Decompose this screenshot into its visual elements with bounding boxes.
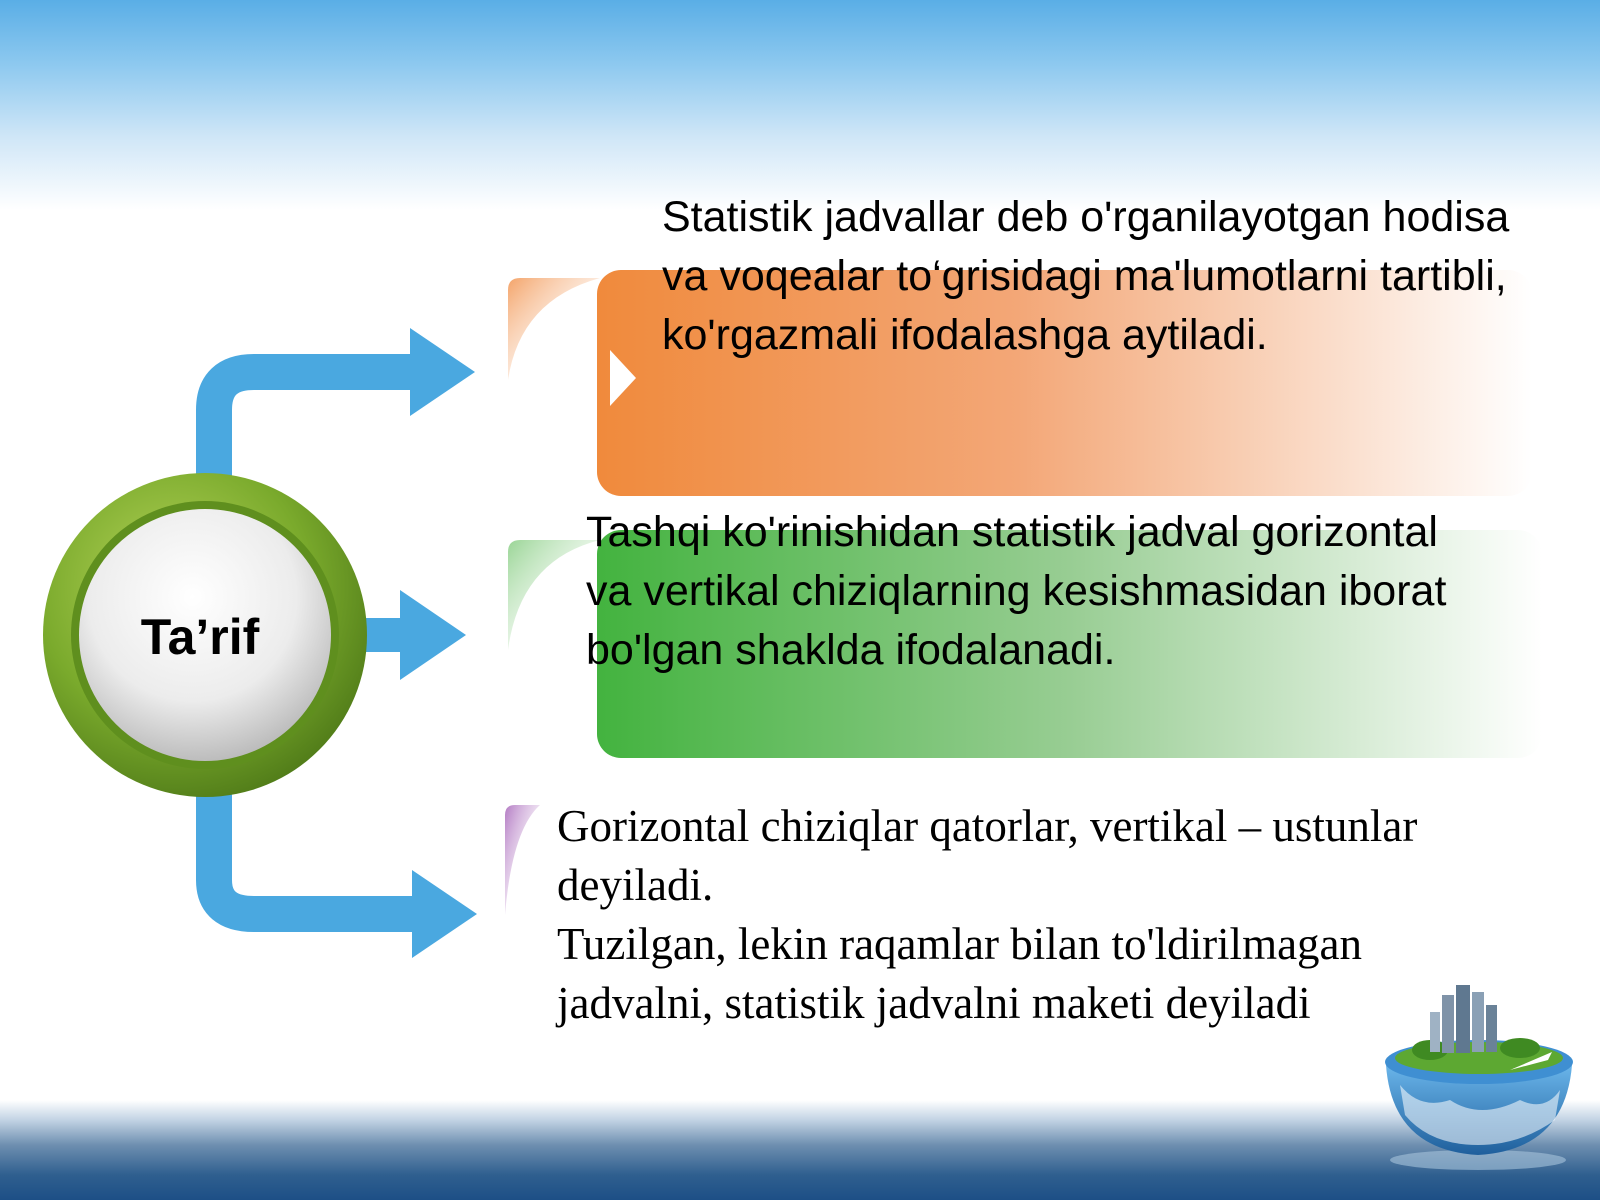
top-connector-arrow bbox=[214, 328, 475, 480]
center-label: Ta’rif bbox=[140, 609, 260, 665]
definition-box-3 bbox=[505, 805, 540, 915]
box-3-line-2: Tuzilgan, lekin raqamlar bilan to'ldirilmagan jadvalni, statistik jadvalni maketi deyiladi bbox=[557, 919, 1363, 1028]
middle-connector-arrow bbox=[360, 590, 466, 680]
box-2-text: Tashqi ko'rinishidan statistik jadval gorizontal va vertikal chiziqlarning kesishmasidan iborat bo'lgan shaklda ifodalanadi. bbox=[586, 508, 1447, 674]
box-3-line-1: Gorizontal chiziqlar qatorlar, vertikal – ustunlar deyiladi. bbox=[557, 801, 1418, 910]
bottom-connector-arrow bbox=[214, 790, 477, 958]
box-3-text bbox=[557, 797, 1457, 1033]
box-1-text: Statistik jadvallar deb o'rganilayotgan hodisa va voqealar to‘grisidagi ma'lumotlarni tartibli, ko'rgazmali ifodalashga aytiladi. bbox=[662, 193, 1510, 359]
